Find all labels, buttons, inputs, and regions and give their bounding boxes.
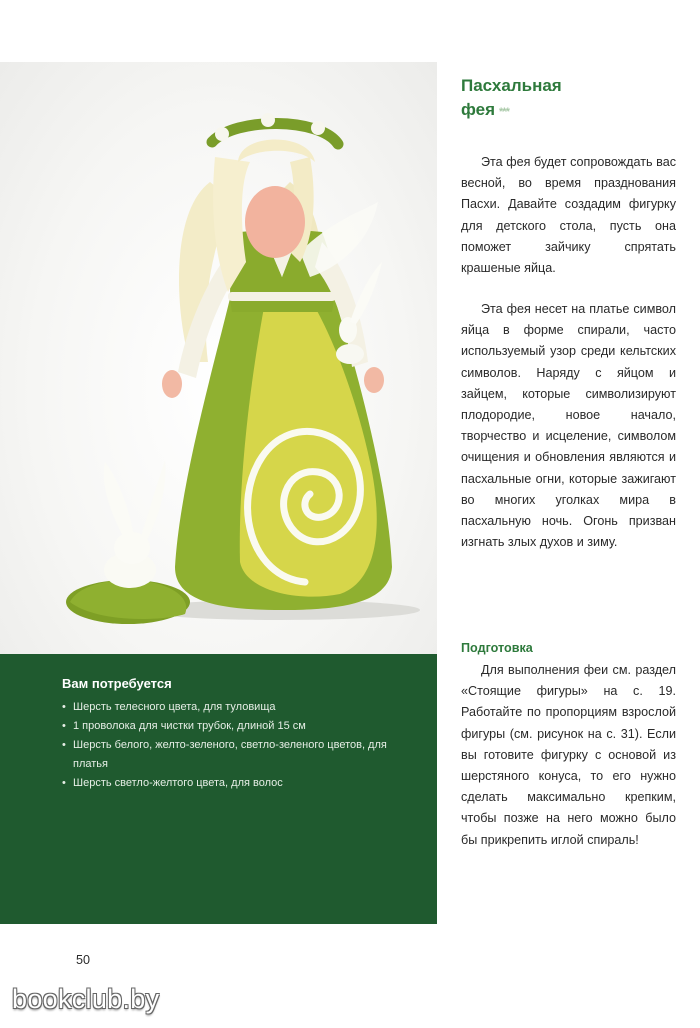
felted-fairy-illustration xyxy=(0,62,437,654)
article-title xyxy=(461,74,562,124)
difficulty-stars: *** xyxy=(499,106,509,118)
materials-item: • 1 проволока для чистки трубок, длиной 15 см xyxy=(62,717,412,736)
materials-item: • Шерсть белого, желто-зеленого, светло-зеленого цветов, для платья xyxy=(62,736,412,774)
title-line-2: фея xyxy=(461,100,496,119)
materials-box xyxy=(0,654,437,924)
page-number: 50 xyxy=(76,953,91,967)
materials-item: • Шерсть телесного цвета, для туловища xyxy=(62,698,412,717)
prep-paragraph: Для выполнения феи см. раздел «Стоящие фигуры» на с. 19. Работайте по пропорциям взрослой фигуры (см. рисунок на с. 31). Если вы готовите фигурку с основой из шерстяного конуса, то его нужно сделать максимально крепким, чтобы позже на него можно было бы прикрепить иглой спираль! xyxy=(461,663,676,847)
fairy-photo xyxy=(0,62,437,654)
intro-paragraph: Эта фея будет сопровождать вас весной, во время празднования Пасхи. Давайте создадим фигурку для детского стола, пусть она поможет зайчику спрятать крашеные яйца. xyxy=(461,155,676,276)
prep-heading: Подготовка xyxy=(461,641,533,655)
materials-item: • Шерсть светло-желтого цвета, для волос xyxy=(62,774,412,793)
materials-list xyxy=(62,698,412,793)
watermark-logo: bookclub.by xyxy=(12,984,160,1014)
title-line-1: Пасхальная xyxy=(461,76,562,95)
symbol-paragraph: Эта фея несет на платье символ яйца в форме спирали, часто используемый узор среди кельтских символов. Наряду с яйцом и зайцем, которые символизируют плодородие, новое начало, творчество и исцеление, символом очищения и обновления являются и пасхальные огни, которые зажигают во многих уголках мира в пасхальную ночь. Огонь призван изгнать злых духов и зиму. xyxy=(461,302,676,550)
materials-heading: Вам потребуется xyxy=(62,676,172,691)
